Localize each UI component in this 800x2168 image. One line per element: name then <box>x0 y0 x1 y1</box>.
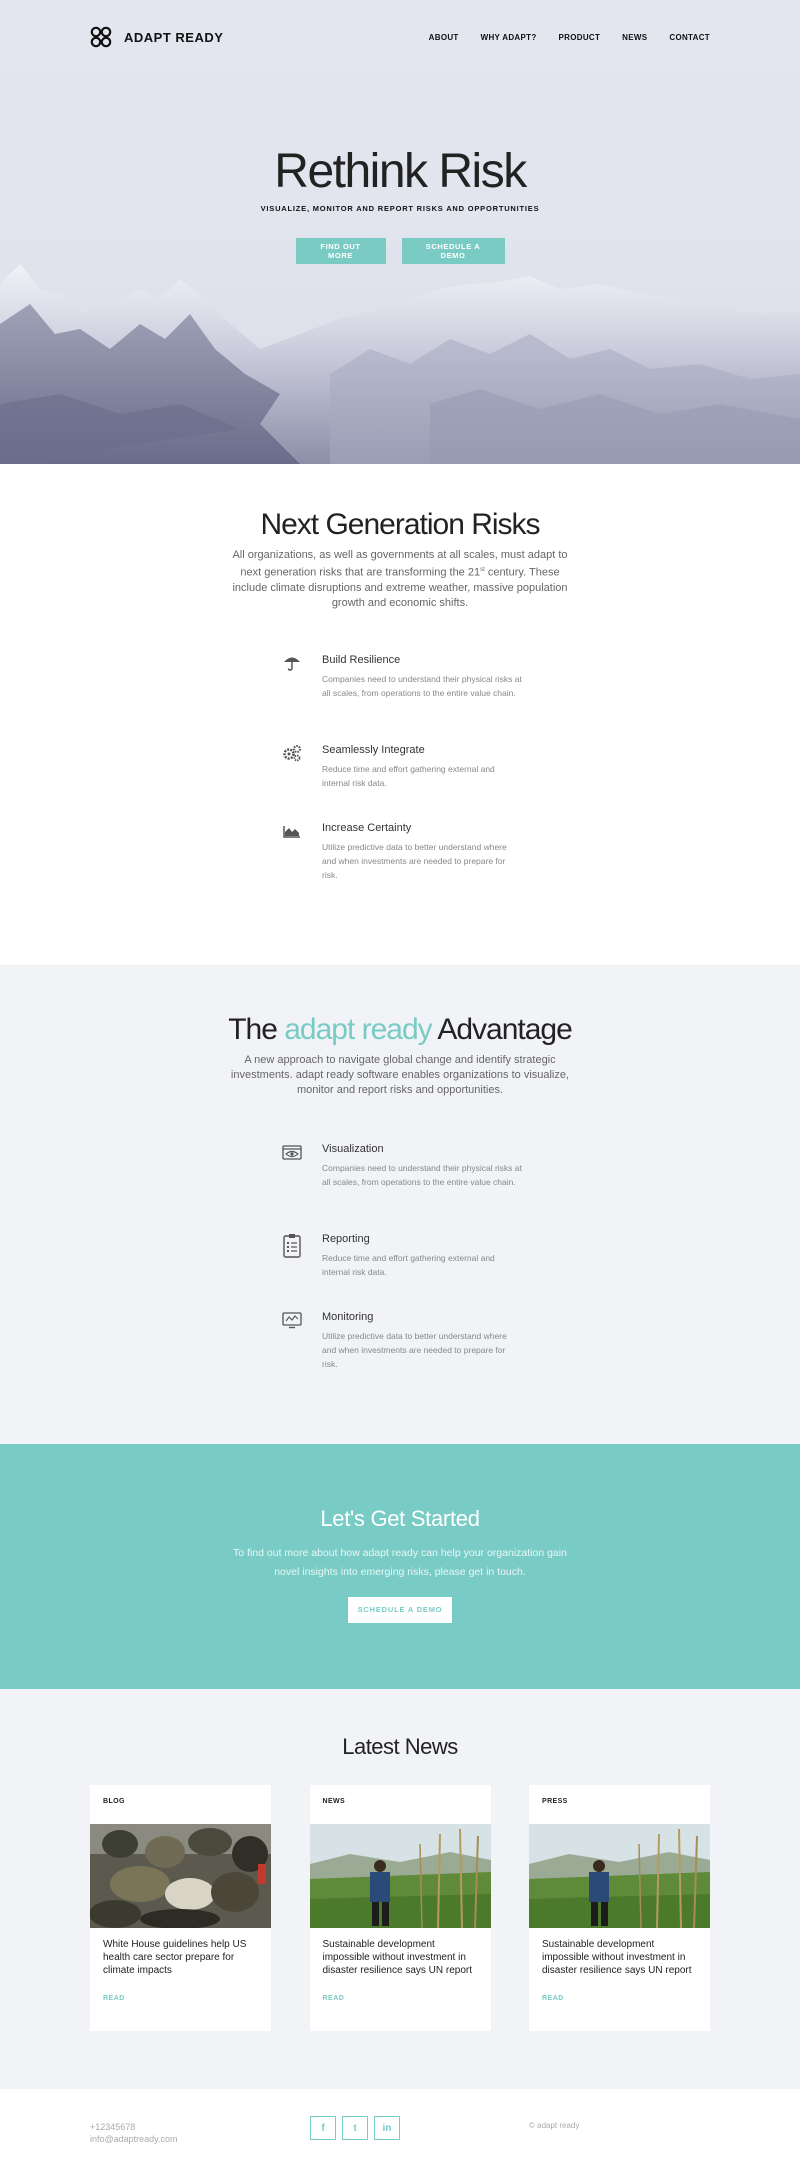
find-out-more-button[interactable]: FIND OUT MORE <box>296 238 386 264</box>
feature-reporting <box>280 1233 540 1311</box>
news-card-tag: PRESS <box>542 1798 568 1805</box>
news-card-read-link[interactable]: READ <box>322 1995 345 2002</box>
linkedin-icon[interactable]: in <box>374 2116 400 2140</box>
feature-text: Utilize predictive data to better understand where and when investments are needed to prepare for risk. <box>322 1331 507 1369</box>
footer-email[interactable]: info@adaptready.com <box>90 2134 178 2144</box>
umbrella-icon <box>282 654 302 672</box>
nav-link-product[interactable]: PRODUCT <box>558 32 601 42</box>
advantage-features <box>280 1143 540 1371</box>
hero-buttons <box>0 238 800 264</box>
nav-link-contact[interactable]: CONTACT <box>669 32 710 42</box>
news-thumbnail-farmer <box>310 1824 491 1928</box>
social-links <box>310 2116 400 2140</box>
brand-name: ADAPT READY <box>124 29 224 45</box>
hero-title: Rethink Risk <box>274 145 526 198</box>
nav-link-about[interactable]: ABOUT <box>428 32 459 42</box>
mountain-range-image <box>0 254 800 464</box>
footer-contact <box>90 2121 178 2145</box>
hero-subtitle: VISUALIZE, MONITOR AND REPORT RISKS AND OPPORTUNITIES <box>260 204 540 213</box>
advantage-title-highlight: adapt ready <box>284 1013 432 1046</box>
cta-text: To find out more about how adapt ready can help your organization gain novel insights into emerging risks, please get in touch. <box>233 1547 567 1578</box>
clover-logo-icon <box>90 26 112 48</box>
news-card-tag: BLOG <box>103 1798 125 1805</box>
news-card-headline: Sustainable development impossible without investment in disaster resilience says UN report <box>322 1939 472 1976</box>
news-card-headline: Sustainable development impossible without investment in disaster resilience says UN report <box>542 1939 692 1976</box>
feature-visualization <box>280 1143 540 1233</box>
news-card-news[interactable] <box>310 1785 491 2031</box>
advantage-description: A new approach to navigate global change and identify strategic investments. adapt ready software enables organizations to visualize, monitor and report risks and opportunities. <box>230 1054 570 1096</box>
next-generation-section <box>0 464 800 965</box>
feature-title: Reporting <box>322 1233 370 1245</box>
advantage-section <box>0 965 800 1444</box>
feature-text: Companies need to understand their physical risks at all scales, from operations to the entire value chain. <box>322 1163 522 1187</box>
advantage-title-suffix: Advantage <box>431 1013 572 1046</box>
feature-increase-certainty <box>280 822 540 882</box>
feature-title: Monitoring <box>322 1311 374 1323</box>
news-thumbnail-crowd <box>90 1824 271 1928</box>
top-nav <box>90 24 710 50</box>
news-cards <box>90 1785 710 2031</box>
news-card-read-link[interactable]: READ <box>103 1995 125 2002</box>
gears-icon <box>282 744 302 762</box>
area-chart-icon <box>282 822 302 840</box>
next-gen-description-sup: st <box>480 567 485 573</box>
nav-link-news[interactable]: NEWS <box>622 32 648 42</box>
next-gen-description-part1: All organizations, as well as governments at all scales, must adapt to next generation risks that are transforming the 21 <box>232 549 568 579</box>
feature-title: Build Resilience <box>322 654 401 666</box>
feature-build-resilience <box>280 654 540 744</box>
hero-section <box>0 0 800 464</box>
feature-text: Reduce time and effort gathering external and internal risk data. <box>322 764 495 788</box>
twitter-icon[interactable]: t <box>342 2116 368 2140</box>
feature-title: Increase Certainty <box>322 822 412 834</box>
cta-title: Let's Get Started <box>320 1506 480 1531</box>
news-card-press[interactable] <box>529 1785 710 2031</box>
feature-seamlessly-integrate <box>280 744 540 822</box>
news-title: Latest News <box>342 1734 458 1759</box>
eye-window-icon <box>282 1143 302 1161</box>
advantage-title <box>0 965 800 1047</box>
news-card-blog[interactable] <box>90 1785 271 2031</box>
brand[interactable] <box>90 26 223 48</box>
next-gen-features <box>280 654 540 882</box>
cta-schedule-demo-button[interactable]: SCHEDULE A DEMO <box>348 1597 452 1623</box>
next-gen-description <box>224 548 576 611</box>
footer-copyright: © adapt ready <box>529 2121 580 2130</box>
feature-text: Utilize predictive data to better understand where and when investments are needed to prepare for risk. <box>322 842 507 880</box>
footer <box>0 2089 800 2168</box>
footer-phone[interactable]: +12345678 <box>90 2122 136 2132</box>
news-card-headline: White House guidelines help US health care sector prepare for climate impacts <box>103 1939 247 1976</box>
monitor-icon <box>282 1311 302 1329</box>
next-gen-description-part2: century. These include climate disruptions and extreme weather, massive population growth and economic shifts. <box>232 566 568 609</box>
feature-text: Reduce time and effort gathering external and internal risk data. <box>322 1253 495 1277</box>
advantage-title-prefix: The <box>228 1013 285 1046</box>
latest-news-section <box>0 1689 800 2089</box>
nav-link-why-adapt[interactable]: WHY ADAPT? <box>480 32 537 42</box>
nav-links <box>429 33 710 42</box>
schedule-demo-button[interactable]: SCHEDULE A DEMO <box>402 238 505 264</box>
news-card-tag: NEWS <box>322 1798 346 1805</box>
feature-monitoring <box>280 1311 540 1371</box>
clipboard-icon <box>282 1233 302 1259</box>
feature-title: Seamlessly Integrate <box>322 744 425 756</box>
next-gen-title: Next Generation Risks <box>260 508 540 541</box>
news-card-read-link[interactable]: READ <box>542 1995 564 2002</box>
facebook-icon[interactable]: f <box>310 2116 336 2140</box>
news-thumbnail-farmer <box>529 1824 710 1928</box>
feature-title: Visualization <box>322 1143 384 1155</box>
feature-text: Companies need to understand their physical risks at all scales, from operations to the entire value chain. <box>322 674 522 698</box>
get-started-section <box>0 1444 800 1689</box>
